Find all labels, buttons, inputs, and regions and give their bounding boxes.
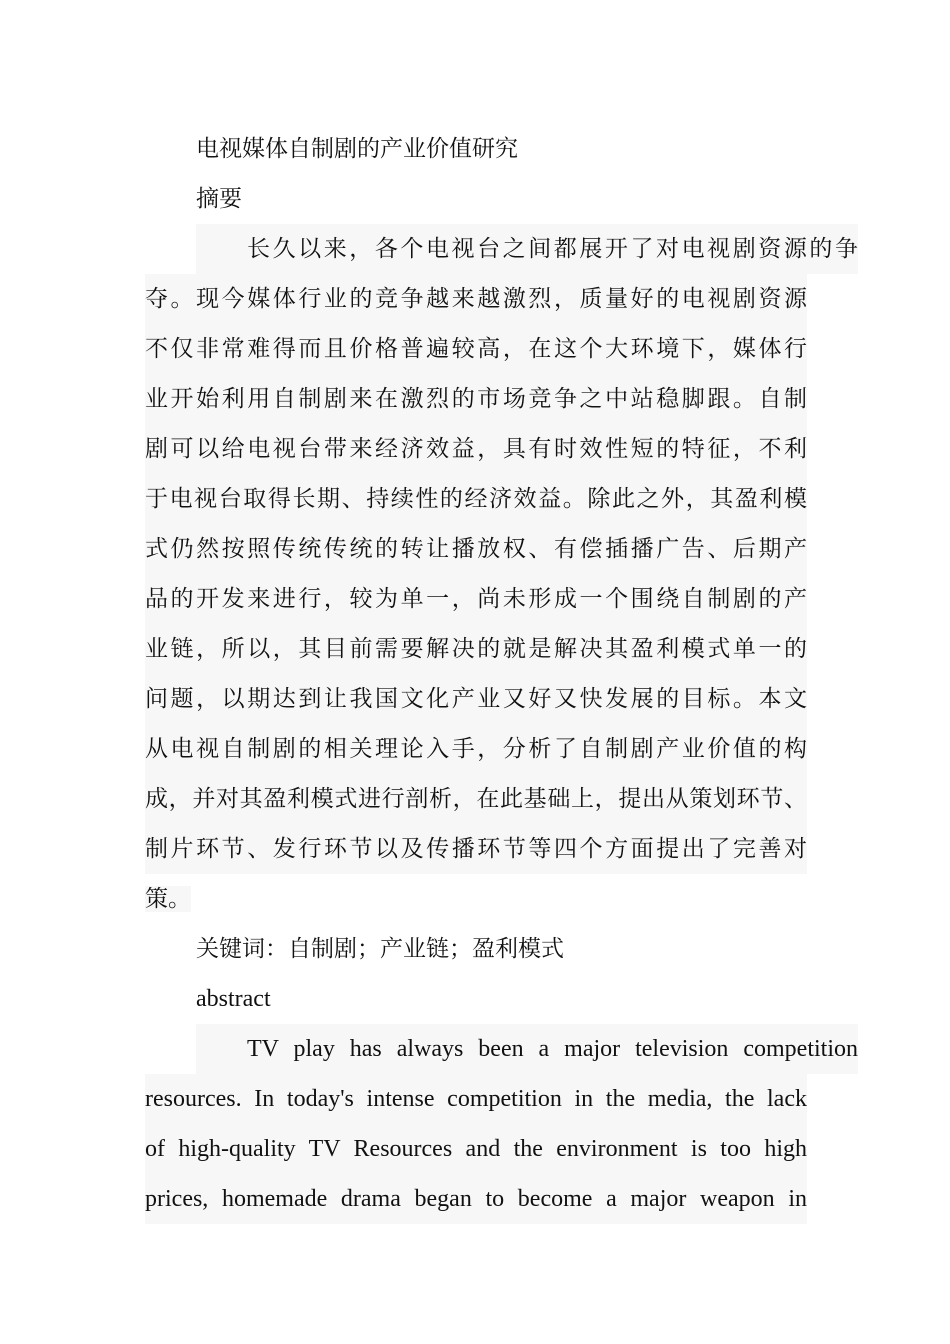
document-page <box>145 124 858 1224</box>
abstract-zh-line: 品的开发来进行，较为单一，尚未形成一个围绕自制剧的产 <box>145 574 807 624</box>
abstract-en-line: prices, homemade drama began to become a major weapon in <box>145 1174 807 1224</box>
abstract-zh-line: 从电视自制剧的相关理论入手，分析了自制剧产业价值的构 <box>145 724 807 774</box>
abstract-zh-line: 制片环节、发行环节以及传播环节等四个方面提出了完善对 <box>145 824 807 874</box>
abstract-zh-line: 于电视台取得长期、持续性的经济效益。除此之外，其盈利模 <box>145 474 807 524</box>
abstract-en-line: of high-quality TV Resources and the environment is too high <box>145 1124 807 1174</box>
abstract-heading-zh: 摘要 <box>196 186 242 212</box>
abstract-zh-line: 成，并对其盈利模式进行剖析，在此基础上，提出从策划环节、 <box>145 774 807 824</box>
abstract-zh-line: 式仍然按照传统传统的转让播放权、有偿插播广告、后期产 <box>145 524 807 574</box>
abstract-zh-line: 业链，所以，其目前需要解决的就是解决其盈利模式单一的 <box>145 624 807 674</box>
abstract-en <box>145 1024 858 1224</box>
abstract-heading-en: abstract <box>196 986 271 1012</box>
abstract-en-line: resources. In today's intense competition in the media, the lack <box>145 1074 807 1124</box>
abstract-zh-line: 夺。现今媒体行业的竞争越来越激烈，质量好的电视剧资源 <box>145 274 807 324</box>
abstract-zh-line: 策。 <box>145 886 191 912</box>
abstract-en-line: TV play has always been a major television competition <box>145 1024 807 1074</box>
abstract-zh <box>145 224 858 924</box>
abstract-zh-line: 剧可以给电视台带来经济效益，具有时效性短的特征，不利 <box>145 424 807 474</box>
keywords: 关键词：自制剧；产业链；盈利模式 <box>196 936 564 962</box>
abstract-zh-line: 长久以来，各个电视台之间都展开了对电视剧资源的争 <box>145 224 807 274</box>
abstract-zh-line: 业开始利用自制剧来在激烈的市场竞争之中站稳脚跟。自制 <box>145 374 807 424</box>
abstract-zh-line: 不仅非常难得而且价格普遍较高，在这个大环境下，媒体行 <box>145 324 807 374</box>
paper-title: 电视媒体自制剧的产业价值研究 <box>196 136 518 162</box>
abstract-zh-line: 问题，以期达到让我国文化产业又好又快发展的目标。本文 <box>145 674 807 724</box>
